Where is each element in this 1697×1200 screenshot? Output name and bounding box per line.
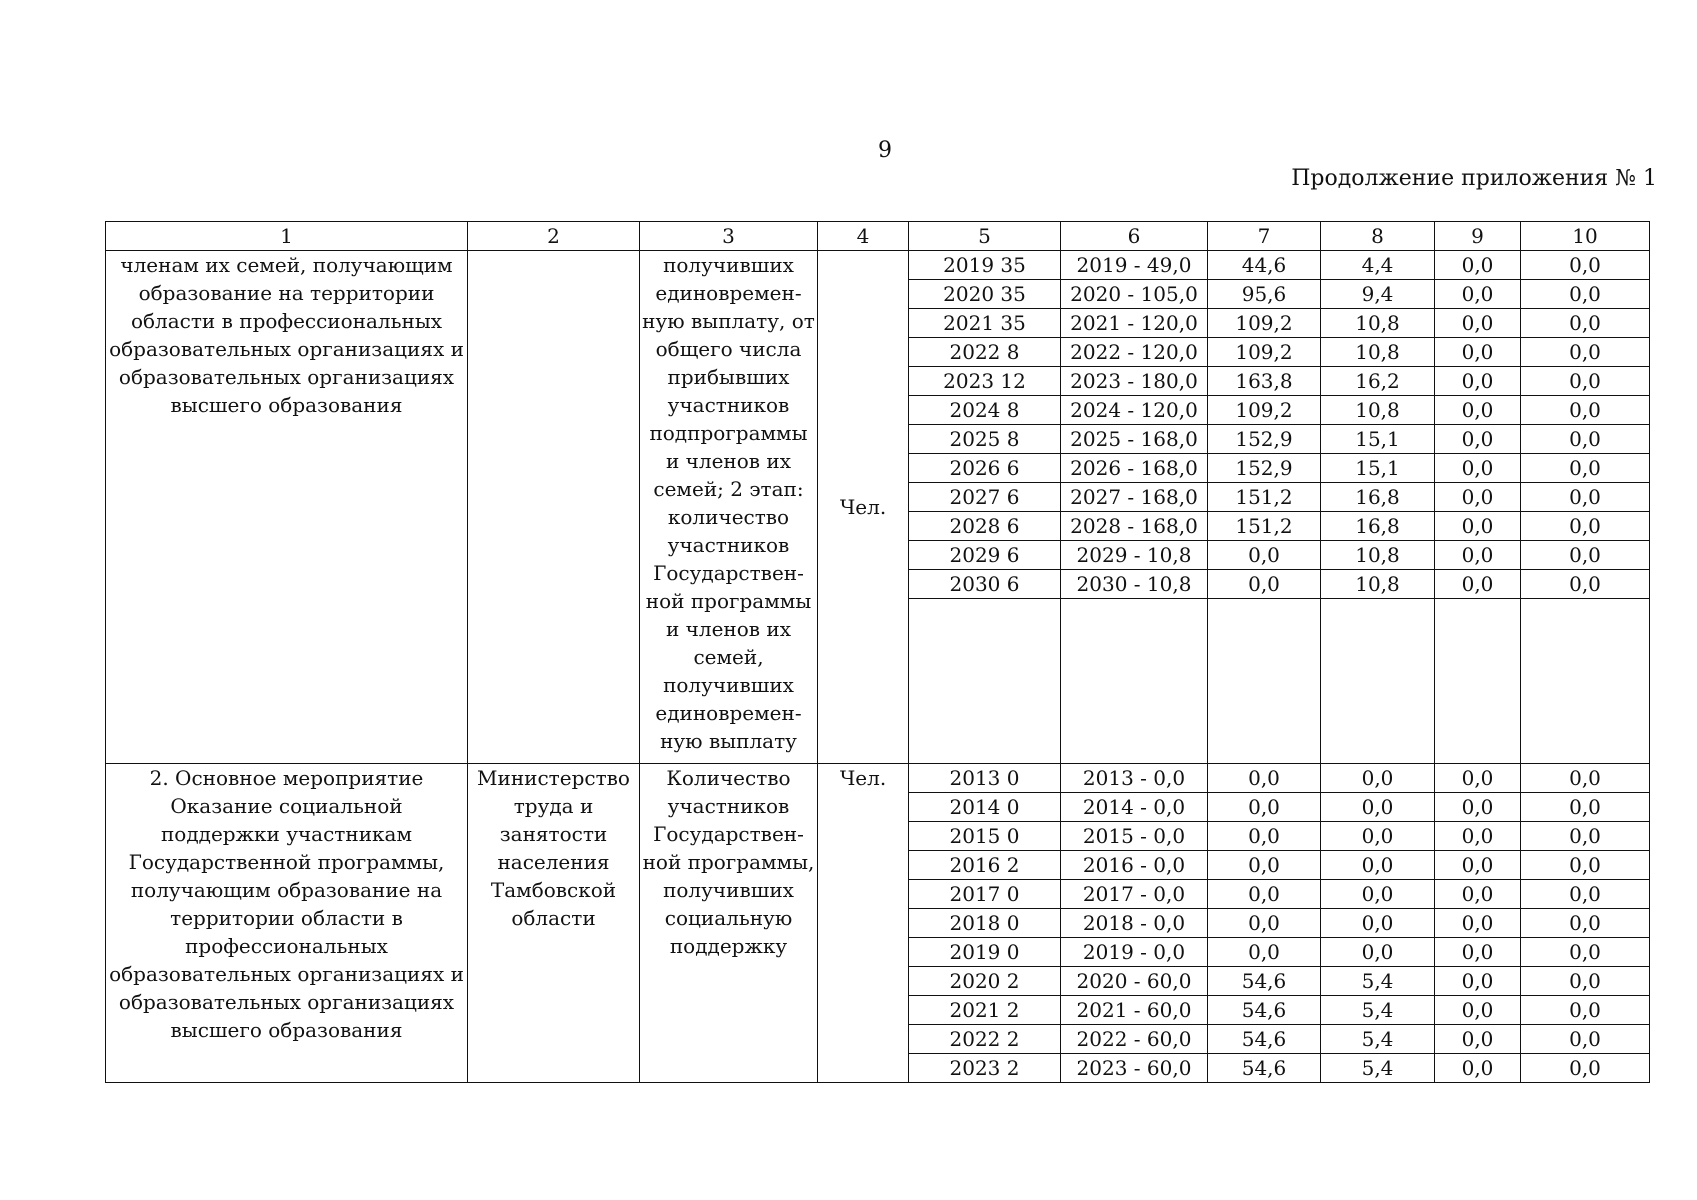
program-indicators-table: [105, 221, 1650, 1083]
value-col8-cell: 5,4: [1321, 967, 1435, 996]
page-number: 9: [878, 138, 892, 163]
value-col8-cell: 0,0: [1321, 764, 1435, 793]
year-amount-cell: 2023 - 180,0: [1061, 367, 1208, 396]
value-col9-cell: 0,0: [1435, 1025, 1521, 1054]
value-col8-cell: 10,8: [1321, 309, 1435, 338]
value-col7-cell: 109,2: [1208, 396, 1321, 425]
year-value-cell: 2014 0: [909, 793, 1061, 822]
value-col7-cell: 0,0: [1208, 793, 1321, 822]
value-col10-cell: 0,0: [1521, 793, 1650, 822]
value-col9-cell: 0,0: [1435, 880, 1521, 909]
value-col7-cell: 0,0: [1208, 764, 1321, 793]
year-value-cell: 2027 6: [909, 483, 1061, 512]
value-col8-cell: 15,1: [1321, 454, 1435, 483]
year-value-cell: 2023 12: [909, 367, 1061, 396]
table-body: [106, 222, 1650, 1083]
header-cell: 9: [1435, 222, 1521, 251]
header-cell: 1: [106, 222, 468, 251]
value-col9-cell: 0,0: [1435, 570, 1521, 599]
value-col10-cell: 0,0: [1521, 280, 1650, 309]
table-row: [106, 764, 1650, 793]
year-value-cell: 2029 6: [909, 541, 1061, 570]
value-col10-cell: 0,0: [1521, 880, 1650, 909]
header-cell: 8: [1321, 222, 1435, 251]
header-cell: 2: [468, 222, 640, 251]
value-col8-cell: 0,0: [1321, 822, 1435, 851]
indicator-name-cell: Количество участников Государствен-ной программы, получивших социальную поддержку: [640, 764, 818, 1083]
header-cell: 10: [1521, 222, 1650, 251]
value-col10-cell: 0,0: [1521, 909, 1650, 938]
value-col10-cell: 0,0: [1521, 1054, 1650, 1083]
value-col10-cell: 0,0: [1521, 967, 1650, 996]
value-col10-cell: 0,0: [1521, 1025, 1650, 1054]
value-col10-cell: 0,0: [1521, 483, 1650, 512]
value-col9-cell: 0,0: [1435, 909, 1521, 938]
year-amount-cell: 2021 - 120,0: [1061, 309, 1208, 338]
value-col10-cell: 0,0: [1521, 512, 1650, 541]
value-col10-cell: 0,0: [1521, 338, 1650, 367]
value-col7-cell: 151,2: [1208, 512, 1321, 541]
header-cell: 7: [1208, 222, 1321, 251]
value-col9-cell: 0,0: [1435, 251, 1521, 280]
year-value-cell: 2025 8: [909, 425, 1061, 454]
year-value-cell: 2018 0: [909, 909, 1061, 938]
value-col9-cell: 0,0: [1435, 1054, 1521, 1083]
value-col10-cell: 0,0: [1521, 454, 1650, 483]
empty-cell: [909, 599, 1061, 764]
indicator-name-cell: получивших единовремен-ную выплату, от общего числа прибывших участников подпрограммы и членов их семей; 2 этап: количество участников Государствен-ной программы и членов их семей, получивших единовремен-ную выплату: [640, 251, 818, 764]
year-value-cell: 2019 0: [909, 938, 1061, 967]
value-col8-cell: 16,8: [1321, 483, 1435, 512]
value-col10-cell: 0,0: [1521, 309, 1650, 338]
year-amount-cell: 2016 - 0,0: [1061, 851, 1208, 880]
value-col9-cell: 0,0: [1435, 396, 1521, 425]
header-row: [106, 222, 1650, 251]
header-cell: 5: [909, 222, 1061, 251]
value-col9-cell: 0,0: [1435, 764, 1521, 793]
value-col7-cell: 95,6: [1208, 280, 1321, 309]
header-cell: 3: [640, 222, 818, 251]
empty-cell: [1321, 599, 1435, 764]
value-col8-cell: 15,1: [1321, 425, 1435, 454]
value-col8-cell: 10,8: [1321, 570, 1435, 599]
year-amount-cell: 2018 - 0,0: [1061, 909, 1208, 938]
value-col10-cell: 0,0: [1521, 425, 1650, 454]
empty-cell: [1208, 599, 1321, 764]
year-amount-cell: 2017 - 0,0: [1061, 880, 1208, 909]
value-col7-cell: 109,2: [1208, 338, 1321, 367]
year-amount-cell: 2022 - 60,0: [1061, 1025, 1208, 1054]
year-amount-cell: 2026 - 168,0: [1061, 454, 1208, 483]
responsible-executor-cell: [468, 251, 640, 764]
year-value-cell: 2021 35: [909, 309, 1061, 338]
value-col7-cell: 152,9: [1208, 454, 1321, 483]
year-value-cell: 2023 2: [909, 1054, 1061, 1083]
year-amount-cell: 2014 - 0,0: [1061, 793, 1208, 822]
year-value-cell: 2026 6: [909, 454, 1061, 483]
value-col10-cell: 0,0: [1521, 764, 1650, 793]
value-col9-cell: 0,0: [1435, 967, 1521, 996]
value-col7-cell: 163,8: [1208, 367, 1321, 396]
year-amount-cell: 2020 - 60,0: [1061, 967, 1208, 996]
value-col10-cell: 0,0: [1521, 996, 1650, 1025]
value-col7-cell: 0,0: [1208, 938, 1321, 967]
year-value-cell: 2024 8: [909, 396, 1061, 425]
year-amount-cell: 2030 - 10,8: [1061, 570, 1208, 599]
empty-cell: [1435, 599, 1521, 764]
value-col9-cell: 0,0: [1435, 309, 1521, 338]
year-amount-cell: 2029 - 10,8: [1061, 541, 1208, 570]
value-col10-cell: 0,0: [1521, 938, 1650, 967]
value-col7-cell: 54,6: [1208, 1025, 1321, 1054]
year-value-cell: 2022 2: [909, 1025, 1061, 1054]
value-col9-cell: 0,0: [1435, 512, 1521, 541]
year-value-cell: 2021 2: [909, 996, 1061, 1025]
value-col10-cell: 0,0: [1521, 367, 1650, 396]
value-col9-cell: 0,0: [1435, 483, 1521, 512]
value-col8-cell: 10,8: [1321, 338, 1435, 367]
value-col8-cell: 16,8: [1321, 512, 1435, 541]
measure-description-cell: членам их семей, получающим образование на территории области в профессиональных образовательных организациях и образовательных организациях высшего образования: [106, 251, 468, 764]
value-col8-cell: 5,4: [1321, 996, 1435, 1025]
empty-cell: [1521, 599, 1650, 764]
year-amount-cell: 2022 - 120,0: [1061, 338, 1208, 367]
year-value-cell: 2028 6: [909, 512, 1061, 541]
value-col8-cell: 0,0: [1321, 909, 1435, 938]
value-col7-cell: 54,6: [1208, 967, 1321, 996]
value-col9-cell: 0,0: [1435, 425, 1521, 454]
value-col7-cell: 151,2: [1208, 483, 1321, 512]
value-col8-cell: 0,0: [1321, 880, 1435, 909]
value-col7-cell: 54,6: [1208, 1054, 1321, 1083]
value-col8-cell: 0,0: [1321, 851, 1435, 880]
measure-description-cell: 2. Основное мероприятие Оказание социальной поддержки участникам Государственной программы, получающим образование на территории области в профессиональных образовательных организациях и образовательных организациях высшего образования: [106, 764, 468, 1083]
header-cell: 6: [1061, 222, 1208, 251]
year-amount-cell: 2025 - 168,0: [1061, 425, 1208, 454]
year-value-cell: 2016 2: [909, 851, 1061, 880]
value-col9-cell: 0,0: [1435, 338, 1521, 367]
value-col9-cell: 0,0: [1435, 280, 1521, 309]
value-col7-cell: 152,9: [1208, 425, 1321, 454]
value-col10-cell: 0,0: [1521, 851, 1650, 880]
year-amount-cell: 2027 - 168,0: [1061, 483, 1208, 512]
year-value-cell: 2020 35: [909, 280, 1061, 309]
value-col10-cell: 0,0: [1521, 541, 1650, 570]
value-col10-cell: 0,0: [1521, 570, 1650, 599]
value-col10-cell: 0,0: [1521, 396, 1650, 425]
value-col7-cell: 54,6: [1208, 996, 1321, 1025]
value-col9-cell: 0,0: [1435, 793, 1521, 822]
value-col8-cell: 0,0: [1321, 793, 1435, 822]
year-amount-cell: 2015 - 0,0: [1061, 822, 1208, 851]
unit-cell: Чел.: [818, 251, 909, 764]
value-col7-cell: 0,0: [1208, 909, 1321, 938]
value-col10-cell: 0,0: [1521, 822, 1650, 851]
responsible-executor-cell: Министерство труда и занятости населения Тамбовской области: [468, 764, 640, 1083]
year-amount-cell: 2023 - 60,0: [1061, 1054, 1208, 1083]
value-col7-cell: 44,6: [1208, 251, 1321, 280]
year-amount-cell: 2021 - 60,0: [1061, 996, 1208, 1025]
value-col9-cell: 0,0: [1435, 822, 1521, 851]
year-amount-cell: 2013 - 0,0: [1061, 764, 1208, 793]
value-col9-cell: 0,0: [1435, 851, 1521, 880]
value-col8-cell: 16,2: [1321, 367, 1435, 396]
year-value-cell: 2015 0: [909, 822, 1061, 851]
value-col8-cell: 4,4: [1321, 251, 1435, 280]
year-amount-cell: 2028 - 168,0: [1061, 512, 1208, 541]
value-col9-cell: 0,0: [1435, 541, 1521, 570]
value-col7-cell: 0,0: [1208, 880, 1321, 909]
year-value-cell: 2030 6: [909, 570, 1061, 599]
header-cell: 4: [818, 222, 909, 251]
value-col8-cell: 5,4: [1321, 1025, 1435, 1054]
year-value-cell: 2022 8: [909, 338, 1061, 367]
value-col8-cell: 5,4: [1321, 1054, 1435, 1083]
year-value-cell: 2013 0: [909, 764, 1061, 793]
year-value-cell: 2019 35: [909, 251, 1061, 280]
value-col10-cell: 0,0: [1521, 251, 1650, 280]
value-col7-cell: 109,2: [1208, 309, 1321, 338]
year-amount-cell: 2020 - 105,0: [1061, 280, 1208, 309]
value-col7-cell: 0,0: [1208, 851, 1321, 880]
unit-cell: Чел.: [818, 764, 909, 1083]
value-col7-cell: 0,0: [1208, 822, 1321, 851]
value-col8-cell: 0,0: [1321, 938, 1435, 967]
value-col8-cell: 9,4: [1321, 280, 1435, 309]
value-col7-cell: 0,0: [1208, 570, 1321, 599]
value-col9-cell: 0,0: [1435, 996, 1521, 1025]
year-amount-cell: 2024 - 120,0: [1061, 396, 1208, 425]
value-col9-cell: 0,0: [1435, 454, 1521, 483]
year-amount-cell: 2019 - 0,0: [1061, 938, 1208, 967]
value-col7-cell: 0,0: [1208, 541, 1321, 570]
empty-cell: [1061, 599, 1208, 764]
value-col8-cell: 10,8: [1321, 396, 1435, 425]
year-amount-cell: 2019 - 49,0: [1061, 251, 1208, 280]
value-col9-cell: 0,0: [1435, 367, 1521, 396]
value-col8-cell: 10,8: [1321, 541, 1435, 570]
year-value-cell: 2017 0: [909, 880, 1061, 909]
year-value-cell: 2020 2: [909, 967, 1061, 996]
table-row: [106, 251, 1650, 280]
value-col9-cell: 0,0: [1435, 938, 1521, 967]
appendix-label: Продолжение приложения № 1: [1291, 166, 1657, 191]
